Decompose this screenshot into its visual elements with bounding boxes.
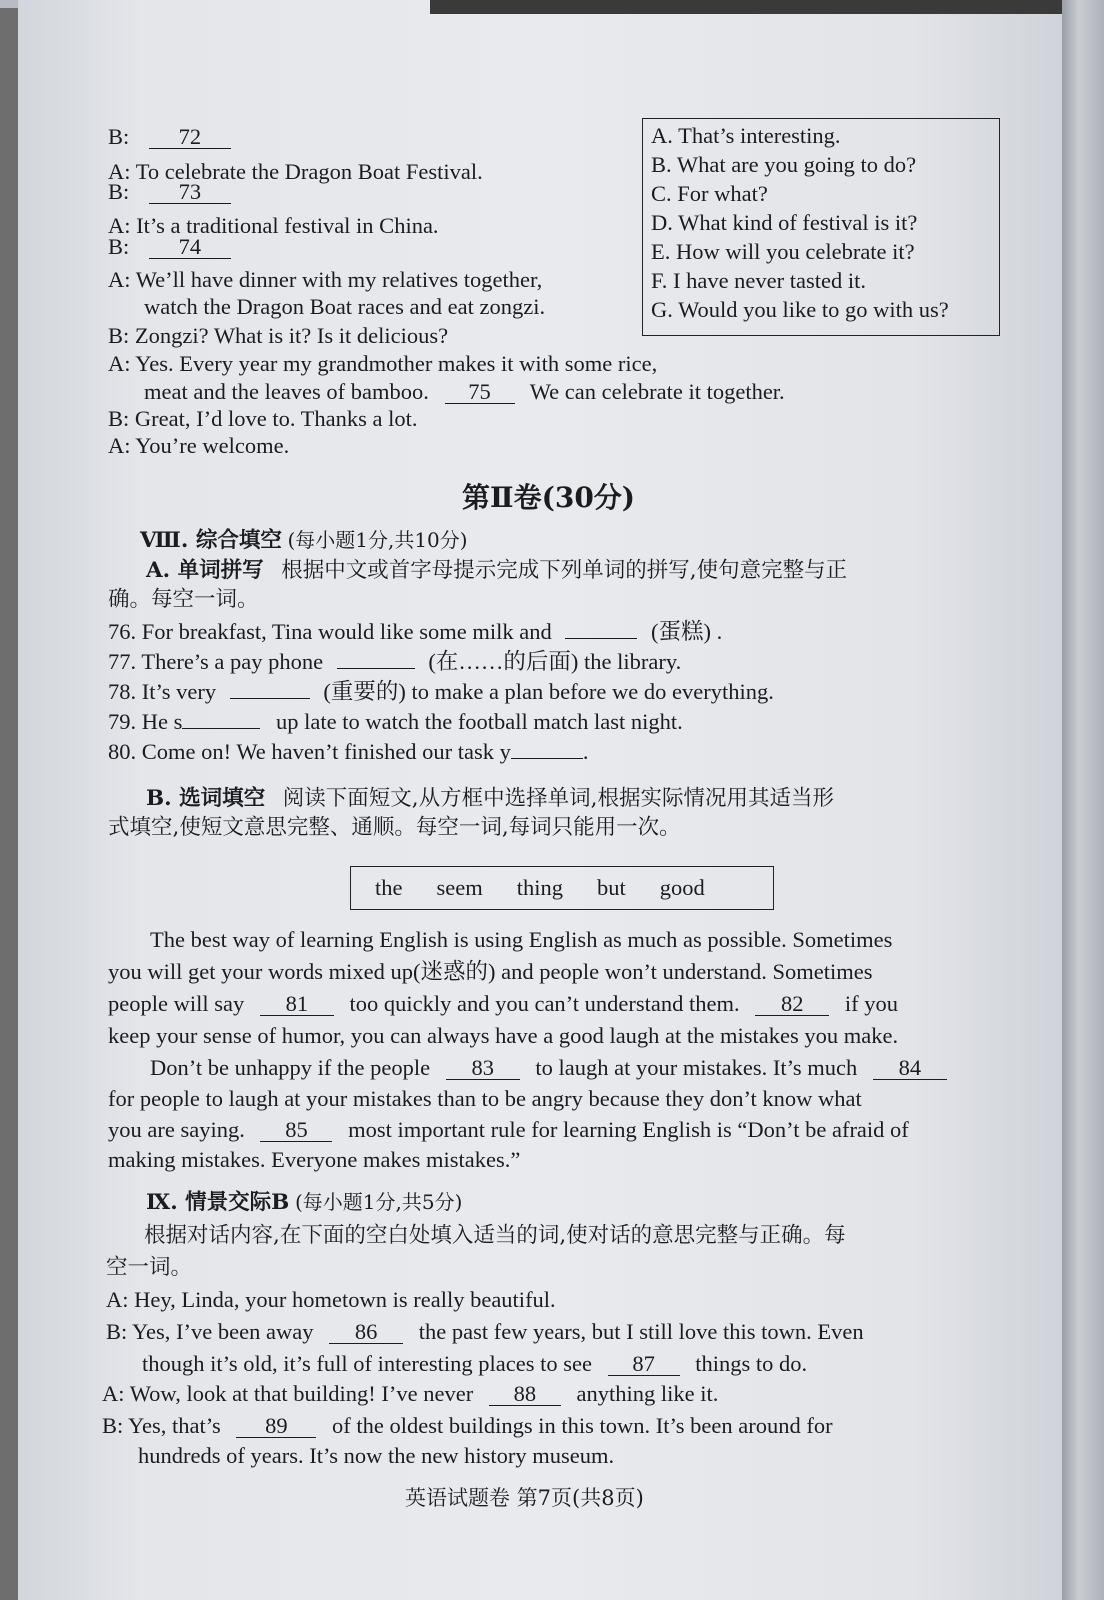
blank-88[interactable]: 88 xyxy=(489,1383,561,1406)
line-a3b: watch the Dragon Boat races and eat zongzi. xyxy=(144,294,546,319)
part-a-instruction-2: 确。每空一词。 xyxy=(108,587,259,612)
heading-note: (每小题1分,共10分) xyxy=(287,528,468,552)
instruction-text: 根据中文或首字母提示完成下列单词的拼写,使句意完整与正 xyxy=(281,558,848,583)
passage-line xyxy=(108,990,898,1018)
option-g: G. Would you like to go with us? xyxy=(651,297,949,322)
blank-82[interactable]: 82 xyxy=(755,993,829,1016)
part-a-instruction xyxy=(146,556,847,585)
dialog-line xyxy=(102,1412,833,1440)
line-b73 xyxy=(108,178,231,206)
part-label: A. 单词拼写 xyxy=(146,558,264,583)
option-f: F. I have never tasted it. xyxy=(651,268,867,293)
blank-87[interactable]: 87 xyxy=(608,1353,680,1376)
option-e: E. How will you celebrate it? xyxy=(651,239,915,264)
question-text: 79. He s xyxy=(108,709,183,734)
heading-text: Ⅷ. 综合填空 xyxy=(140,528,282,553)
question-80 xyxy=(108,738,589,766)
question-76 xyxy=(108,618,722,646)
dialog-line: hundreds of years. It’s now the new history museum. xyxy=(138,1443,615,1468)
speaker-b: B: xyxy=(108,179,130,204)
blank-75[interactable]: 75 xyxy=(445,381,515,404)
question-hint: (蛋糕) . xyxy=(650,619,723,644)
question-text: 77. There’s a pay phone xyxy=(108,649,324,674)
blank-81[interactable]: 81 xyxy=(260,993,334,1016)
blank-83[interactable]: 83 xyxy=(446,1057,520,1080)
passage-line: for people to laugh at your mistakes than to be angry because they don’t know what xyxy=(108,1086,862,1111)
question-text: up late to watch the football match last night. xyxy=(276,709,683,734)
dialog-text: of the oldest buildings in this town. It’s been around for xyxy=(332,1413,833,1438)
passage-text: too quickly and you can’t understand them. xyxy=(349,991,740,1016)
word-bank-box xyxy=(350,866,774,910)
word-bank-item: thing xyxy=(516,875,563,900)
question-text: 80. Come on! We haven’t finished our task y xyxy=(108,739,511,764)
line-a5: A: You’re welcome. xyxy=(108,433,290,458)
word-bank-item: seem xyxy=(436,875,483,900)
section-9-heading xyxy=(146,1188,462,1217)
dialog-line xyxy=(102,1380,718,1408)
speaker-b: B: xyxy=(108,124,130,149)
page-footer: 英语试题卷 第7页(共8页) xyxy=(405,1486,644,1510)
section-8-heading xyxy=(140,526,468,555)
line-a4b xyxy=(144,378,785,406)
part-b-instruction-2: 式填空,使短文意思完整、通顺。每空一词,每词只能用一次。 xyxy=(108,815,681,840)
passage-text: Don’t be unhappy if the people xyxy=(150,1055,431,1080)
speaker-b: B: xyxy=(108,234,130,259)
line-a2: A: It’s a traditional festival in China. xyxy=(108,213,439,238)
blank-76[interactable] xyxy=(565,638,637,639)
option-a: A. That’s interesting. xyxy=(651,123,841,148)
line-a4: A: Yes. Every year my grandmother makes it with some rice, xyxy=(108,351,658,376)
line-text: meat and the leaves of bamboo. xyxy=(144,379,429,404)
question-text: 76. For breakfast, Tina would like some milk and xyxy=(108,619,552,644)
section-9-instruction: 根据对话内容,在下面的空白处填入适当的词,使对话的意思完整与正确。每 xyxy=(144,1223,846,1248)
blank-78[interactable] xyxy=(230,698,310,699)
passage-line xyxy=(150,1054,947,1082)
dialog-line xyxy=(142,1350,807,1378)
question-77 xyxy=(108,648,681,676)
dialog-text: though it’s old, it’s full of interesting places to see xyxy=(142,1351,592,1376)
line-b72 xyxy=(108,123,231,151)
passage-text: you are saying. xyxy=(108,1117,245,1142)
blank-85[interactable]: 85 xyxy=(260,1119,332,1142)
part-label: B. 选词填空 xyxy=(146,786,266,811)
line-a1: A: To celebrate the Dragon Boat Festival. xyxy=(108,159,483,184)
passage-line: keep your sense of humor, you can always have a good laugh at the mistakes you make. xyxy=(108,1023,899,1048)
passage-line: you will get your words mixed up(迷惑的) and people won’t understand. Sometimes xyxy=(108,959,873,984)
blank-73[interactable]: 73 xyxy=(149,181,231,204)
option-b: B. What are you going to do? xyxy=(651,152,917,177)
question-79 xyxy=(108,708,683,736)
blank-89[interactable]: 89 xyxy=(236,1415,316,1438)
blank-79[interactable] xyxy=(182,728,260,729)
word-bank-item: the xyxy=(375,875,403,900)
passage-text: people will say xyxy=(108,991,245,1016)
dialog-text: B: Yes, I’ve been away xyxy=(106,1319,314,1344)
line-b6: B: Great, I’d love to. Thanks a lot. xyxy=(108,406,418,431)
passage-text: most important rule for learning English is “Don’t be afraid of xyxy=(348,1117,909,1142)
line-b74 xyxy=(108,233,231,261)
section-title: 第Ⅱ卷(30分) xyxy=(462,481,636,514)
option-c: C. For what? xyxy=(651,181,768,206)
blank-74[interactable]: 74 xyxy=(149,236,231,259)
passage-line: The best way of learning English is using English as much as possible. Sometimes xyxy=(150,927,893,952)
dialog-text: anything like it. xyxy=(576,1381,719,1406)
question-hint: (在……的后面) the library. xyxy=(428,649,682,674)
question-text: 78. It’s very xyxy=(108,679,217,704)
dialog-line: A: Hey, Linda, your hometown is really beautiful. xyxy=(106,1287,556,1312)
passage-text: to laugh at your mistakes. It’s much xyxy=(535,1055,858,1080)
options-box xyxy=(642,118,1000,336)
blank-80[interactable] xyxy=(511,758,583,759)
question-hint: (重要的) to make a plan before we do everything. xyxy=(323,679,774,704)
blank-84[interactable]: 84 xyxy=(873,1057,947,1080)
dialog-text: things to do. xyxy=(695,1351,808,1376)
line-b5: B: Zongzi? What is it? Is it delicious? xyxy=(108,323,449,348)
passage-line xyxy=(108,1116,909,1144)
word-bank-item: good xyxy=(659,875,705,900)
part-b-instruction xyxy=(146,784,834,813)
heading-note: (每小题1分,共5分) xyxy=(294,1190,463,1214)
blank-77[interactable] xyxy=(337,668,415,669)
dialog-text: A: Wow, look at that building! I’ve never xyxy=(102,1381,474,1406)
dialog-text: the past few years, but I still love this town. Even xyxy=(418,1319,864,1344)
question-text: . xyxy=(582,739,589,764)
heading-text: Ⅸ. 情景交际B xyxy=(146,1190,290,1215)
option-d: D. What kind of festival is it? xyxy=(651,210,918,235)
word-bank-item: but xyxy=(597,875,626,900)
passage-text: if you xyxy=(844,991,898,1016)
instruction-text: 阅读下面短文,从方框中选择单词,根据实际情况用其适当形 xyxy=(282,786,834,811)
section-9-instruction-2: 空一词。 xyxy=(106,1255,193,1280)
dialog-line xyxy=(106,1318,864,1346)
blank-86[interactable]: 86 xyxy=(329,1321,403,1344)
dialog-text: B: Yes, that’s xyxy=(102,1413,221,1438)
line-text: We can celebrate it together. xyxy=(529,379,785,404)
passage-line: making mistakes. Everyone makes mistakes.” xyxy=(108,1147,521,1172)
question-78 xyxy=(108,678,774,706)
blank-72[interactable]: 72 xyxy=(149,126,231,149)
line-a3: A: We’ll have dinner with my relatives together, xyxy=(108,267,543,292)
